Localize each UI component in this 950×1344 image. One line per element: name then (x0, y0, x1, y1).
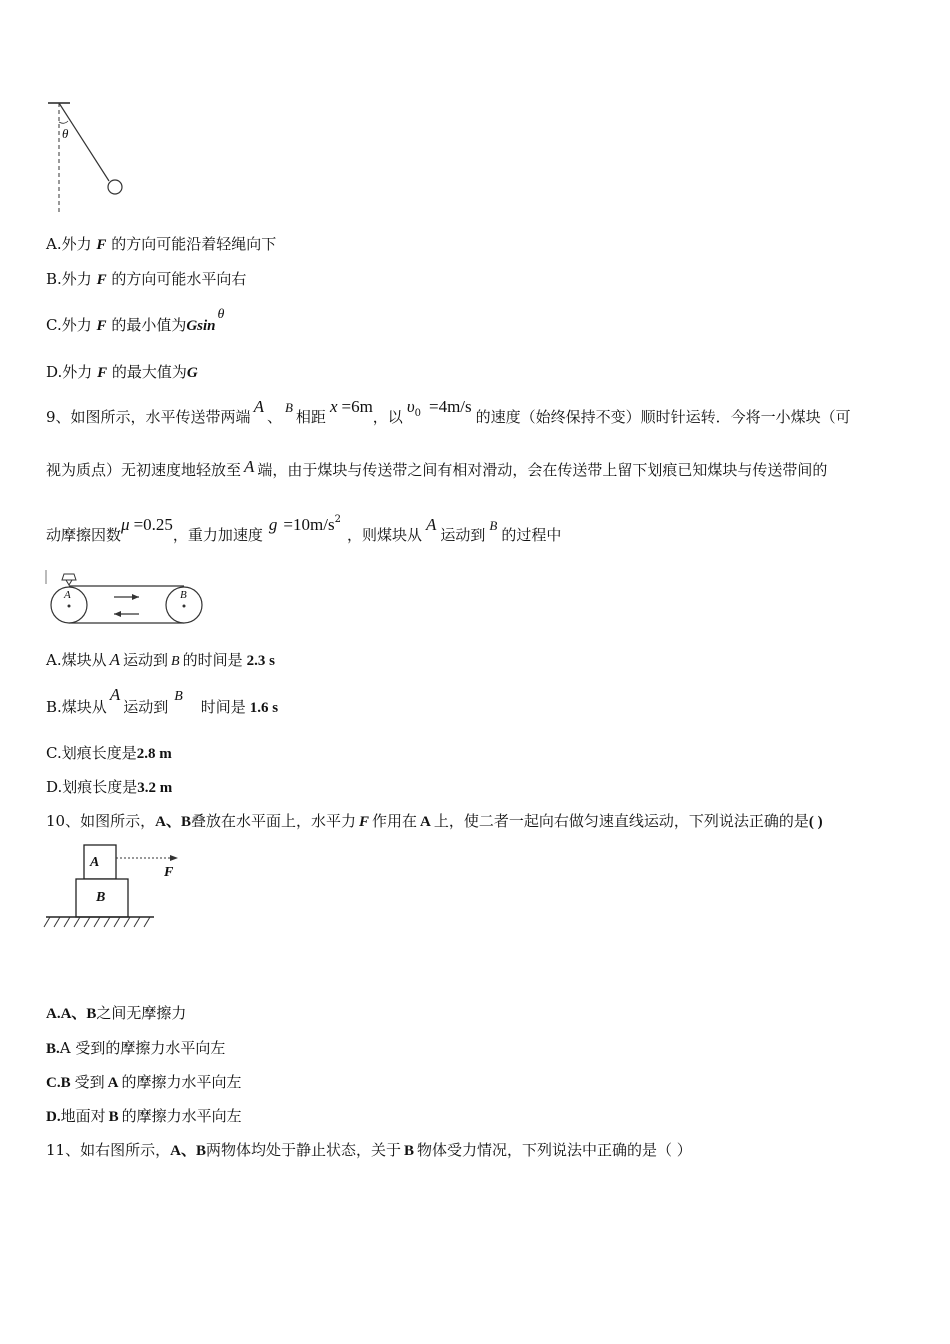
q8-option-a[interactable]: A.外力 F 的方向可能沿着轻绳向下 (46, 235, 277, 253)
q8-option-d[interactable]: D.外力 F 的最大值为G (46, 363, 198, 381)
q9-option-b[interactable]: B.煤块从A运动到B时间是 1.6 s (46, 685, 279, 716)
belt-label-a: A (64, 589, 71, 601)
theta-label: θ (62, 126, 69, 141)
q10-option-a[interactable]: A.A、B之间无摩擦力 (46, 1004, 187, 1022)
force-label-f: F (164, 865, 174, 880)
q9-option-d[interactable]: D.划痕长度是3.2 m (46, 778, 173, 796)
q9-option-c[interactable]: C.划痕长度是2.8 m (46, 744, 172, 762)
pendulum-figure (46, 100, 136, 215)
belt-label-b: B (180, 589, 187, 601)
q11-stem: 11、如右图所示，A、B两物体均处于静止状态，关于 B 物体受力情况，下列说法中正确的是（ ） (46, 1141, 692, 1159)
block-label-a: A (90, 855, 100, 870)
q9-stem-line2: 视为质点）无初速度地轻放至 A 端，由于煤块与传送带之间有相对滑动，会在传送带上留下划痕已知煤块与传送带间的 (46, 457, 828, 479)
q10-option-d[interactable]: D.地面对 B 的摩擦力水平向左 (46, 1107, 242, 1125)
q9-stem-line1: 9、如图所示，水平传送带两端A、B相距x =6m，以$\upsilon^0 =4m/s$的速度（始终保持不变）顺时针运转．今将一小煤块（可 (46, 397, 851, 426)
q10-option-b[interactable]: B.A 受到的摩擦力水平向左 (46, 1039, 226, 1057)
q9-stem-line3: 动摩擦因数μ =0.25，重力加速度$g =10m/s^2$，则煤块从A运动到B的过程中 (46, 514, 562, 544)
stacked-blocks-figure (46, 843, 196, 933)
q9-option-a[interactable]: A.煤块从 A 运动到 B 的时间是 2.3 s (46, 650, 275, 669)
q10-option-c[interactable]: C.B 受到 A 的摩擦力水平向左 (46, 1073, 242, 1091)
block-label-b: B (96, 890, 106, 905)
q8-option-c[interactable]: C.外力 F 的最小值为Gsinθ (46, 307, 225, 334)
q10-stem: 10、如图所示，A、B叠放在水平面上，水平力 F 作用在 A 上，使二者一起向右做匀速直线运动，下列说法正确的是( ) (46, 812, 823, 830)
q8-option-b[interactable]: B.外力 F 的方向可能水平向右 (46, 270, 247, 288)
